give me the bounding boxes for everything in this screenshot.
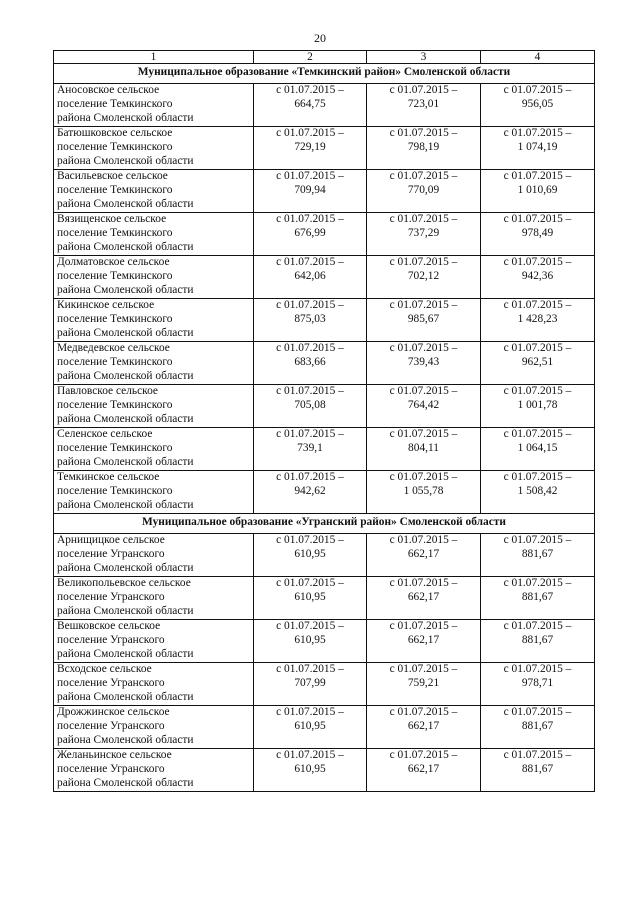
cell-line: с 01.07.2015 – [389,385,458,397]
table-row [54,706,595,749]
section-header-row [54,514,595,534]
cell-line: с 01.07.2015 – [389,577,458,589]
tariff-cell-col4 [481,620,595,663]
tariff-cell-col4 [481,534,595,577]
cell-line: поселение Темкинского [57,97,173,110]
cell-line: района Смоленской области [57,369,194,382]
tariff-cell-col3 [367,534,481,577]
cell-line: Дрожжинское сельское [57,706,170,718]
tariff-cell-col4 [481,749,595,792]
tariff-cell-col4 [481,706,595,749]
cell-line: 962,51 [521,355,554,368]
cell-line: с 01.07.2015 – [276,577,344,589]
cell-line: с 01.07.2015 – [503,213,572,225]
cell-line: поселение Угранского [57,676,165,689]
cell-line: с 01.07.2015 – [389,534,458,546]
cell-line: района Смоленской области [57,498,194,511]
cell-line: с 01.07.2015 – [276,385,344,397]
cell-line: с 01.07.2015 – [503,170,572,182]
cell-line: 1 055,78 [403,484,444,497]
cell-line: 676,99 [294,226,326,239]
cell-line: 683,66 [294,355,326,368]
table-row [54,299,595,342]
cell-line: с 01.07.2015 – [503,84,572,96]
cell-line: Кикинское сельское [57,299,155,311]
cell-line: с 01.07.2015 – [503,256,572,268]
cell-line: Павловское сельское [57,385,158,397]
cell-line: с 01.07.2015 – [389,620,458,632]
cell-line: поселение Угранского [57,762,165,775]
cell-line: с 01.07.2015 – [276,706,344,718]
cell-line: Арнищицкое сельское [57,534,165,546]
page-number: 20 [314,31,326,45]
cell-line: с 01.07.2015 – [276,213,344,225]
cell-line: 875,03 [294,312,326,325]
tariff-cell-col3 [367,428,481,471]
cell-line: района Смоленской области [57,604,194,617]
cell-line: с 01.07.2015 – [389,84,458,96]
tariff-cell-col4 [481,299,595,342]
cell-line: района Смоленской области [57,111,194,124]
cell-line: 737,29 [407,226,440,239]
settlement-name-cell [54,256,254,299]
settlement-name-cell [54,127,254,170]
cell-line: с 01.07.2015 – [276,170,344,182]
settlement-name-cell [54,428,254,471]
cell-line: поселение Темкинского [57,312,173,325]
tariff-cell-col3 [367,84,481,127]
tariff-cell-col4 [481,170,595,213]
cell-line: 707,99 [294,676,326,689]
cell-line: с 01.07.2015 – [503,299,572,311]
tariff-cell-col2 [254,471,367,514]
settlement-name-cell [54,213,254,256]
cell-line: поселение Темкинского [57,183,173,196]
cell-line: 881,67 [521,547,554,560]
cell-line: 798,19 [407,140,440,153]
settlement-name-cell [54,471,254,514]
settlement-name-cell [54,342,254,385]
cell-line: поселение Темкинского [57,140,173,153]
cell-line: с 01.07.2015 – [503,471,572,483]
cell-line: района Смоленской области [57,240,194,253]
table-row [54,84,595,127]
cell-line: с 01.07.2015 – [503,620,572,632]
table-row [54,471,595,514]
cell-line: Аносовское сельское [57,84,160,96]
cell-line: с 01.07.2015 – [389,170,458,182]
tariff-cell-col4 [481,471,595,514]
tariff-cell-col3 [367,749,481,792]
settlement-name-cell [54,534,254,577]
cell-line: с 01.07.2015 – [389,256,458,268]
table-row [54,213,595,256]
cell-line: 1 010,69 [517,183,558,196]
cell-line: с 01.07.2015 – [503,127,572,139]
table-row [54,428,595,471]
cell-line: с 01.07.2015 – [276,299,344,311]
tariff-cell-col2 [254,170,367,213]
cell-line: поселение Темкинского [57,226,173,239]
tariff-cell-col3 [367,170,481,213]
cell-line: 770,09 [407,183,440,196]
cell-line: 723,01 [407,97,440,110]
cell-line: Вешковское сельское [57,620,161,632]
table-row [54,256,595,299]
cell-line: с 01.07.2015 – [389,342,458,354]
cell-line: района Смоленской области [57,283,194,296]
cell-line: 662,17 [407,719,440,732]
tariff-cell-col4 [481,663,595,706]
tariff-cell-col4 [481,342,595,385]
settlement-name-cell [54,170,254,213]
table-row [54,620,595,663]
tariff-cell-col2 [254,256,367,299]
cell-line: с 01.07.2015 – [276,471,344,483]
column-header-row [54,51,595,64]
tariff-cell-col3 [367,299,481,342]
tariff-cell-col2 [254,213,367,256]
cell-line: поселение Темкинского [57,269,173,282]
cell-line: 739,1 [297,441,323,454]
tariff-cell-col2 [254,385,367,428]
cell-line: с 01.07.2015 – [276,256,344,268]
cell-line: поселение Угранского [57,633,165,646]
cell-line: с 01.07.2015 – [503,385,572,397]
cell-line: с 01.07.2015 – [276,428,344,440]
tariff-cell-col4 [481,385,595,428]
cell-line: с 01.07.2015 – [503,749,572,761]
cell-line: с 01.07.2015 – [276,620,344,632]
tariff-cell-col3 [367,127,481,170]
column-header-4: 4 [481,51,595,64]
cell-line: Вязищенское сельское [57,213,167,225]
cell-line: района Смоленской области [57,154,194,167]
column-header-1: 1 [54,51,254,64]
cell-line: 978,49 [521,226,554,239]
settlement-name-cell [54,84,254,127]
cell-line: 729,19 [294,140,326,153]
settlement-name-cell [54,620,254,663]
tariff-cell-col2 [254,663,367,706]
cell-line: 804,11 [408,441,439,454]
table-row [54,127,595,170]
cell-line: поселение Темкинского [57,355,173,368]
cell-line: района Смоленской области [57,455,194,468]
cell-line: района Смоленской области [57,197,194,210]
cell-line: поселение Угранского [57,547,165,560]
cell-line: Великопольевское сельское [57,577,191,589]
cell-line: с 01.07.2015 – [389,706,458,718]
cell-line: 702,12 [407,269,440,282]
column-header-3: 3 [367,51,481,64]
cell-line: 610,95 [294,762,326,775]
cell-line: Васильевское сельское [57,170,168,182]
settlement-name-cell [54,749,254,792]
cell-line: 978,71 [521,676,554,689]
cell-line: района Смоленской области [57,412,194,425]
cell-line: 610,95 [294,719,326,732]
cell-line: 739,43 [407,355,440,368]
cell-line: 642,06 [294,269,326,282]
cell-line: с 01.07.2015 – [389,471,458,483]
cell-line: 956,05 [521,97,554,110]
cell-line: с 01.07.2015 – [389,213,458,225]
tariff-cell-col2 [254,299,367,342]
settlement-name-cell [54,706,254,749]
tariff-cell-col4 [481,127,595,170]
cell-line: Всходское сельское [57,663,152,675]
settlement-name-cell [54,663,254,706]
tariff-cell-col3 [367,342,481,385]
cell-line: поселение Темкинского [57,484,173,497]
cell-line: Желаньинское сельское [57,749,172,761]
cell-line: поселение Угранского [57,719,165,732]
cell-line: 610,95 [294,633,326,646]
tariff-cell-col2 [254,84,367,127]
tariff-cell-col3 [367,256,481,299]
tariff-cell-col2 [254,342,367,385]
tariff-cell-col3 [367,577,481,620]
section-header-row [54,64,595,84]
tariff-table-body [54,51,595,792]
cell-line: с 01.07.2015 – [389,127,458,139]
cell-line: с 01.07.2015 – [389,299,458,311]
cell-line: 662,17 [407,633,440,646]
cell-line: 709,94 [294,183,326,196]
cell-line: 942,62 [294,484,326,497]
table-row [54,170,595,213]
cell-line: района Смоленской области [57,776,194,789]
cell-line: поселение Угранского [57,590,165,603]
tariff-cell-col4 [481,577,595,620]
cell-line: с 01.07.2015 – [389,663,458,675]
cell-line: 1 064,15 [517,441,558,454]
tariff-cell-col2 [254,428,367,471]
tariff-table [53,50,595,792]
table-row [54,749,595,792]
cell-line: района Смоленской области [57,326,194,339]
cell-line: с 01.07.2015 – [503,663,572,675]
cell-line: с 01.07.2015 – [276,84,344,96]
cell-line: с 01.07.2015 – [503,706,572,718]
cell-line: с 01.07.2015 – [276,534,344,546]
cell-line: района Смоленской области [57,690,194,703]
cell-line: 1 508,42 [517,484,558,497]
cell-line: с 01.07.2015 – [389,749,458,761]
cell-line: 1 428,23 [517,312,558,325]
cell-line: Темкинское сельское [57,471,160,483]
cell-line: с 01.07.2015 – [503,577,572,589]
cell-line: Селенское сельское [57,428,153,440]
cell-line: 759,21 [407,676,440,689]
table-row [54,385,595,428]
section-title: Муниципальное образование «Темкинский район» Смоленской области [54,64,595,84]
column-header-2: 2 [254,51,367,64]
tariff-cell-col2 [254,706,367,749]
tariff-cell-col3 [367,385,481,428]
cell-line: 881,67 [521,719,554,732]
cell-line: 881,67 [521,633,554,646]
tariff-cell-col2 [254,127,367,170]
cell-line: с 01.07.2015 – [389,428,458,440]
tariff-cell-col3 [367,213,481,256]
tariff-cell-col2 [254,620,367,663]
tariff-cell-col4 [481,428,595,471]
cell-line: 610,95 [294,547,326,560]
settlement-name-cell [54,385,254,428]
table-row [54,663,595,706]
cell-line: 942,36 [521,269,554,282]
cell-line: 662,17 [407,762,440,775]
cell-line: с 01.07.2015 – [503,342,572,354]
cell-line: 764,42 [407,398,440,411]
tariff-cell-col2 [254,577,367,620]
cell-line: 985,67 [407,312,440,325]
tariff-cell-col4 [481,256,595,299]
cell-line: района Смоленской области [57,561,194,574]
tariff-cell-col3 [367,663,481,706]
table-row [54,534,595,577]
table-row [54,577,595,620]
tariff-cell-col3 [367,471,481,514]
cell-line: с 01.07.2015 – [503,428,572,440]
cell-line: 662,17 [407,547,440,560]
cell-line: района Смоленской области [57,733,194,746]
section-title: Муниципальное образование «Угранский район» Смоленской области [54,514,595,534]
cell-line: 662,17 [407,590,440,603]
cell-line: 881,67 [521,762,554,775]
cell-line: Долматовское сельское [57,256,170,268]
cell-line: Батюшковское сельское [57,127,173,139]
cell-line: с 01.07.2015 – [276,127,344,139]
cell-line: 610,95 [294,590,326,603]
cell-line: поселение Темкинского [57,441,173,454]
tariff-cell-col2 [254,534,367,577]
cell-line: района Смоленской области [57,647,194,660]
cell-line: поселение Темкинского [57,398,173,411]
cell-line: 1 074,19 [517,140,558,153]
cell-line: 705,08 [294,398,326,411]
settlement-name-cell [54,577,254,620]
tariff-cell-col4 [481,213,595,256]
tariff-cell-col2 [254,749,367,792]
cell-line: с 01.07.2015 – [276,663,344,675]
tariff-cell-col3 [367,620,481,663]
tariff-cell-col3 [367,706,481,749]
cell-line: 1 001,78 [517,398,558,411]
cell-line: Медведевское сельское [57,342,170,354]
tariff-cell-col4 [481,84,595,127]
cell-line: с 01.07.2015 – [503,534,572,546]
cell-line: с 01.07.2015 – [276,749,344,761]
settlement-name-cell [54,299,254,342]
cell-line: с 01.07.2015 – [276,342,344,354]
cell-line: 881,67 [521,590,554,603]
cell-line: 664,75 [294,97,326,110]
table-row [54,342,595,385]
